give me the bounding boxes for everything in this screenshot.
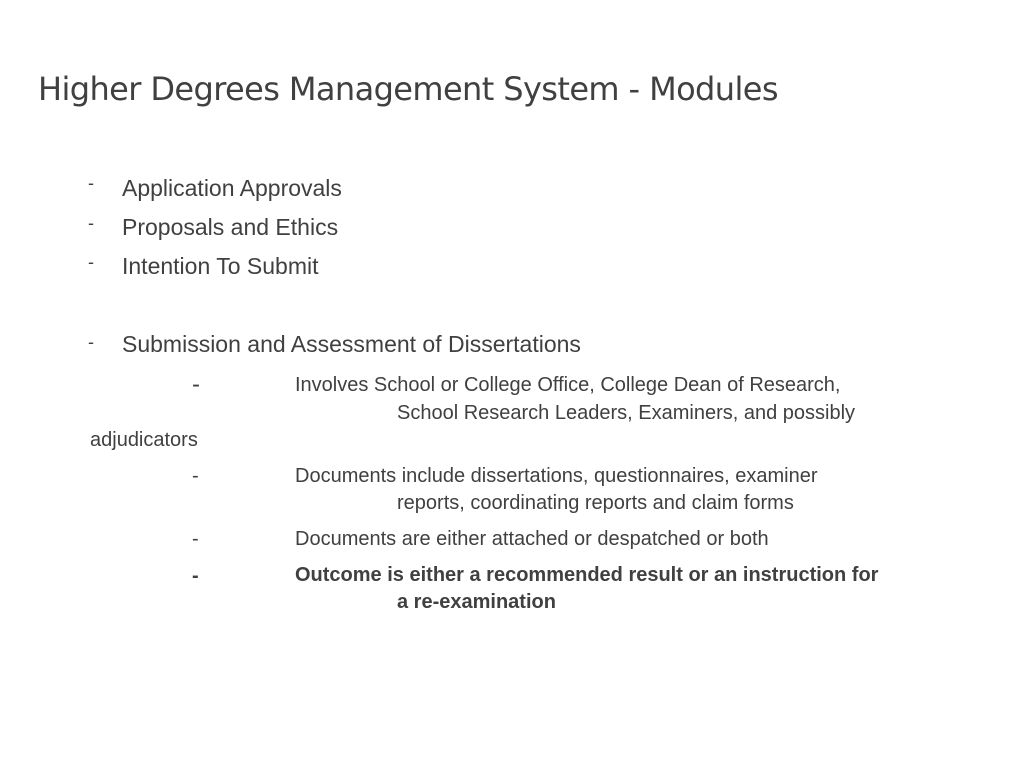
subitem-attached-line1: Documents are either attached or despatched or both: [295, 528, 769, 550]
subitem-involves-line2: School Research Leaders, Examiners, and possibly: [397, 402, 856, 424]
bullet-marker: -: [88, 332, 94, 352]
subitem-documents-line2: reports, coordinating reports and claim forms: [397, 492, 794, 514]
bullet-submission-and-assessment: Submission and Assessment of Dissertations: [122, 331, 581, 357]
subitem-outcome-line2: a re-examination: [397, 591, 556, 613]
subitem-marker: -: [192, 371, 200, 398]
bullet-application-approvals: Application Approvals: [122, 175, 342, 201]
subitem-marker: -: [192, 528, 199, 550]
subitem-marker: -: [192, 465, 199, 487]
subitem-involves-line1: Involves School or College Office, College Dean of Research,: [295, 374, 841, 396]
subitem-involves-line3: adjudicators: [90, 429, 198, 451]
bullet-marker: -: [88, 173, 94, 193]
bullet-intention-to-submit: Intention To Submit: [122, 253, 319, 279]
subitem-documents-line1: Documents include dissertations, questionnaires, examiner: [295, 465, 818, 487]
bullet-marker: -: [88, 213, 94, 233]
slide-title: Higher Degrees Management System - Modules: [38, 70, 778, 108]
bullet-marker: -: [88, 252, 94, 272]
subitem-marker: -: [192, 565, 199, 587]
bullet-proposals-and-ethics: Proposals and Ethics: [122, 214, 339, 240]
subitem-outcome-line1: Outcome is either a recommended result or an instruction for: [295, 564, 879, 586]
